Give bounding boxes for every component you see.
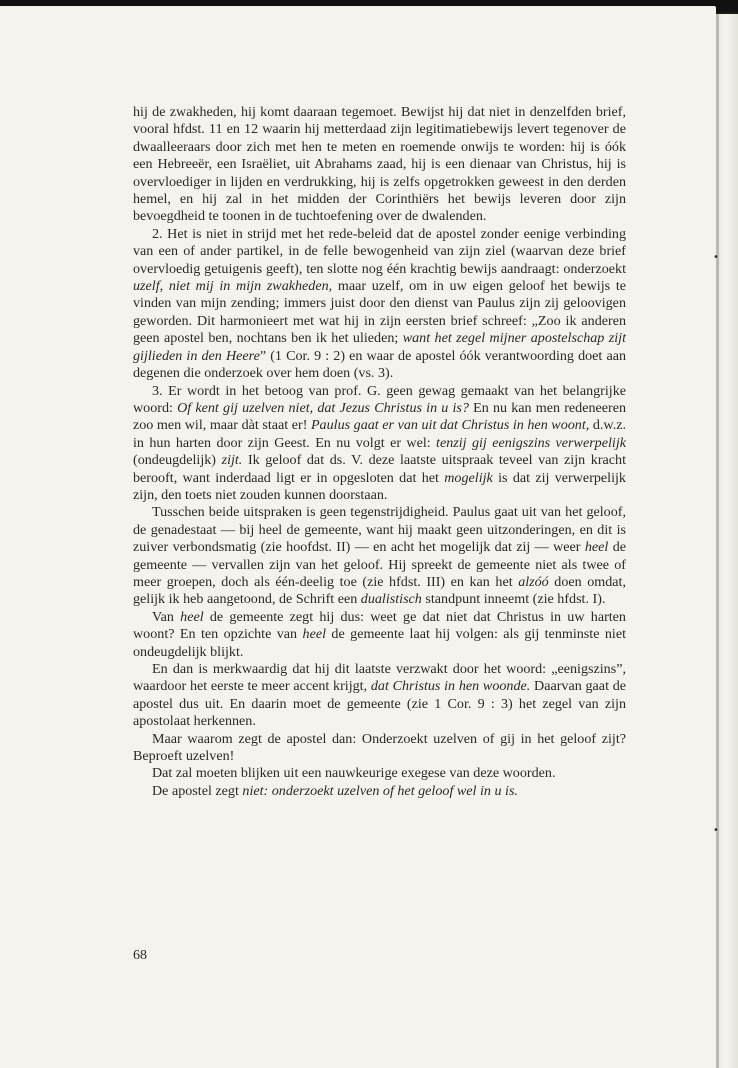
text-run: Daarvan gaat de apostel dus uit. En daarin moet de gemeente (zie 1 Cor. 9 : 3) het zegel van zijn apostolaat herkennen. xyxy=(133,678,627,730)
body-text xyxy=(133,104,626,800)
italic-text: dualistisch xyxy=(360,591,422,608)
italic-text: zijt. xyxy=(221,452,243,469)
edge-mark: • xyxy=(713,825,719,836)
text-run: 3. Er wordt in het betoog van prof. G. geen gewag gemaakt van het belangrijke woord: xyxy=(133,382,626,416)
italic-text: mogelijk xyxy=(444,469,493,486)
italic-text: heel xyxy=(302,626,327,643)
paragraph xyxy=(133,226,626,383)
text-run: standpunt inneemt (zie hfdst. I). xyxy=(421,591,606,608)
text-run: de gemeente zegt hij dus: weet ge dat niet dat Christus in uw harten woont? En ten opzichte van xyxy=(133,608,626,643)
paragraph xyxy=(133,383,626,505)
text-run: doen omdat, gelijk ik heb aangetoond, de Schrift een xyxy=(133,573,626,608)
italic-text: tenzij gij eenigszins verwerpelijk xyxy=(436,434,626,451)
text-run: (ondeugdelijk) xyxy=(133,452,222,469)
text-run: hij de zwakheden, hij komt daaraan tegemoet. Bewijst hij dat niet in denzelfden brief, vooral hfdst. 11 en 12 waarin hij metterdaad zijn legitimatiebewijs levert tegenover de dwaalleeraars door zich met hen te meten en roemende onwijs te worden: hij is óók een Hebreeër, een Israëliet, uit Abrahams zaad, hij is een dienaar van Christus, hij is overvloediger in lijden en verdrukking, hij is zelfs opgetrokken geweest in den derden hemel, en hij zal in het midden der Corinthiërs het bewijs leveren door zijn bevoegdheid te toonen in de tuchtoefening over de dwalenden. xyxy=(133,104,626,225)
page-edge xyxy=(716,14,738,1068)
text-run: Tusschen beide uitspraken is geen tegenstrijdigheid. Paulus gaat uit van het geloof, de genadestaat — bij heel de gemeente, want hij maakt geen uitzonderingen, en dit is zuiver verbondsmatig (zie hoofdst. II) — en acht het mogelijk dat zij — weer xyxy=(133,504,626,556)
book-page xyxy=(0,6,716,1068)
paragraph xyxy=(133,783,626,800)
text-run: En nu kan men redeneeren zoo men wil, maar dàt staat er! xyxy=(133,399,626,434)
text-run: 2. Het is niet in strijd met het rede-beleid dat de apostel zonder eenige verbinding van een of ander partikel, in de felle bewogenheid van zijn ziel (waarvan deze brief overvloedig getuigenis geeft), ten slotte nog één krachtig bewijs aandraagt: onderzoekt xyxy=(133,225,626,277)
text-run: de gemeente laat hij volgen: als gij tenminste niet ondeugdelijk blijkt. xyxy=(133,626,626,660)
text-run: de gemeente — vervallen zijn van het geloof. Hij spreekt de gemeente niet als twee of meer groepen, doch als één-deelig toe (zie hfdst. III) en kan het xyxy=(133,539,626,590)
text-run: En dan is merkwaardig dat hij dit laatste verzwakt door het woord: „eenigszins”, waardoor het eerste te meer accent krijgt, xyxy=(133,661,626,695)
text-run: De apostel zegt xyxy=(152,782,243,799)
edge-mark: • xyxy=(713,252,719,263)
text-run: ” (1 Cor. 9 : 2) en waar de apostel óók verantwoording doet aan degenen die onderzoek over hem doen (vs. 3). xyxy=(133,347,627,382)
italic-text: dat Christus in hen woonde. xyxy=(370,678,531,695)
text-run: Ik geloof dat ds. V. deze laatste uitspraak teveel van zijn kracht berooft, want inderdaad ligt er in opgesloten dat het xyxy=(133,452,626,486)
paragraph xyxy=(133,104,626,226)
text-run: Van xyxy=(152,608,181,625)
paragraph xyxy=(133,731,626,766)
italic-text: niet: onderzoekt uzelven of het geloof wel in u is. xyxy=(242,782,518,799)
italic-text: uzelf, niet mij in mijn zwakheden, xyxy=(133,278,333,295)
paragraph xyxy=(133,609,626,661)
text-run: Maar waarom zegt de apostel dan: Onderzoekt uzelven of gij in het geloof zijt? Beproeft uzelven! xyxy=(133,730,626,765)
paragraph xyxy=(133,661,626,731)
text-run: is dat zij verwerpelijk zijn, den toets niet zouden kunnen doorstaan. xyxy=(133,469,626,503)
page-number: 68 xyxy=(133,948,147,963)
text-run: d.w.z. in hun harten door zijn Geest. En nu volgt er wel: xyxy=(133,417,626,451)
paragraph xyxy=(133,504,626,608)
italic-text: heel xyxy=(180,608,204,625)
text-run: maar uzelf, om in uw eigen geloof het bewijs te vinden van mijn zending; immers juist door den dienst van Paulus zijn zij geloovigen geworden. Dit harmonieert met wat hij in zijn eersten brief schreef: „Zoo ik anderen geen apostel ben, nochtans ben ik het ulieden; xyxy=(133,278,626,347)
italic-text: want het zegel mijner apostelschap zijt gijlieden in den Heere xyxy=(133,330,627,364)
text-run: Dat zal moeten blijken uit een nauwkeurige exegese van deze woorden. xyxy=(152,765,556,782)
italic-text: alzóó xyxy=(518,573,549,590)
paragraph xyxy=(133,765,626,782)
italic-text: heel xyxy=(584,539,609,556)
italic-text: Paulus gaat er van uit dat Christus in hen woont, xyxy=(310,417,590,434)
italic-text: Of kent gij uzelven niet, dat Jezus Christus in u is? xyxy=(177,399,469,416)
